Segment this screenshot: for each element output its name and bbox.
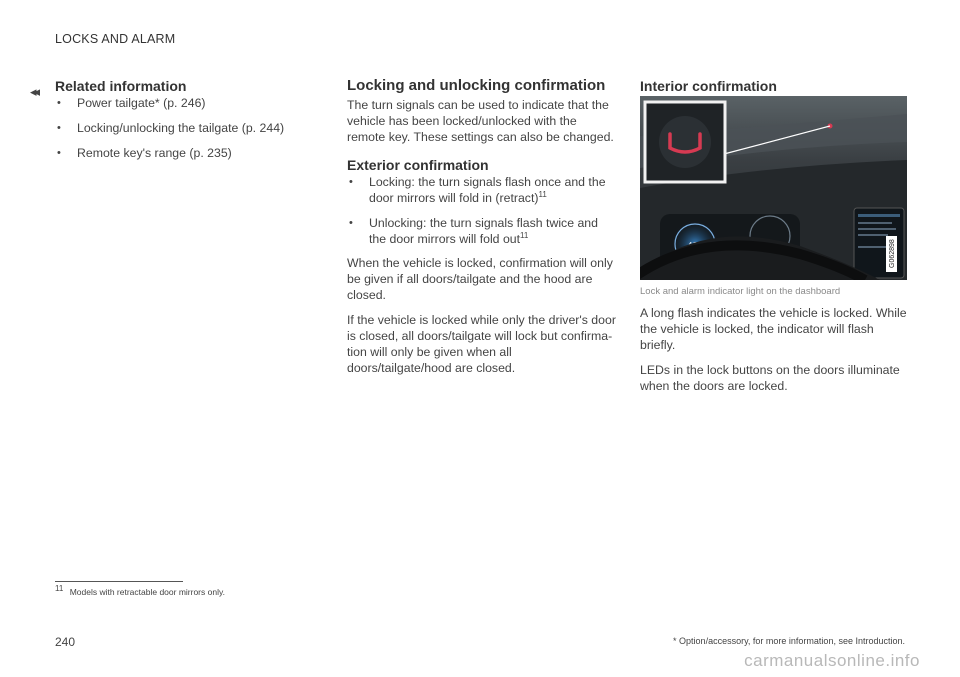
footnote-ref[interactable]: 11: [538, 189, 547, 199]
bullet: •: [57, 147, 61, 159]
related-title: Related information: [55, 78, 187, 94]
bullet: •: [349, 176, 353, 188]
interior-text: [640, 305, 910, 394]
intro-paragraph: The turn signals can be used to indicate that the vehicle has been locked/unlocked with the remote key. These settings can also be changed.: [347, 98, 614, 144]
exterior-list: [347, 174, 617, 247]
related-list: [55, 95, 305, 161]
main-title: Locking and unlocking confirmation: [347, 77, 606, 94]
related-information: [55, 78, 305, 170]
bullet: •: [57, 97, 61, 109]
interior-title: Interior confirmation: [640, 78, 777, 94]
locking-confirmation-section: [347, 77, 617, 376]
option-note: * Option/accessory, for more information, see Introduction.: [673, 636, 905, 646]
photo-caption: Lock and alarm indicator light on the dashboard: [640, 286, 841, 297]
list-item: • Locking: the turn signals flash once and the door mirrors will fold in (retract)$^{11}$: [349, 175, 606, 205]
list-item: • Unlocking: the turn signals flash twice and the door mirrors will fold out$^{11}$: [349, 216, 598, 246]
watermark[interactable]: carmanualsonline.info: [744, 651, 920, 670]
related-link-key-range[interactable]: • Remote key's range (p. 235): [57, 146, 232, 160]
footnote: [55, 584, 225, 597]
related-link-tailgate[interactable]: • Locking/unlocking the tailgate (p. 244): [57, 121, 285, 135]
bullet: •: [57, 122, 61, 134]
bullet: •: [349, 217, 353, 229]
exterior-title: Exterior confirmation: [347, 157, 489, 173]
footnote-text: Models with retractable door mirrors only.: [69, 587, 225, 597]
page-number: 240: [55, 635, 76, 649]
dashboard-photo: [640, 96, 907, 280]
footnote-ref[interactable]: 11: [520, 230, 529, 240]
dashboard-illustration: [640, 96, 907, 280]
exterior-paragraph-1: When the vehicle is locked, confirmation will only be given if all doors/tailgate and the hood are closed.: [347, 256, 613, 302]
exterior-paragraph-2: If the vehicle is locked while only the driver's door is closed, all doors/tailgate will lock but confirma-tion will only be given when all doors/tailgate/hood are closed.: [347, 313, 616, 375]
section-header: LOCKS AND ALARM: [55, 32, 176, 46]
footnote-rule: [55, 581, 183, 582]
interior-paragraph-2: LEDs in the lock buttons on the doors illuminate when the doors are locked.: [640, 363, 900, 393]
interior-paragraph-1: A long flash indicates the vehicle is locked. While the vehicle is locked, the indicator will flash briefly.: [640, 306, 907, 352]
image-code: G062898: [889, 239, 896, 268]
back-arrows-icon[interactable]: ◂◂: [30, 84, 38, 99]
footnote-number: 11: [55, 584, 64, 594]
related-link-power-tailgate[interactable]: • Power tailgate* (p. 246): [57, 96, 206, 110]
